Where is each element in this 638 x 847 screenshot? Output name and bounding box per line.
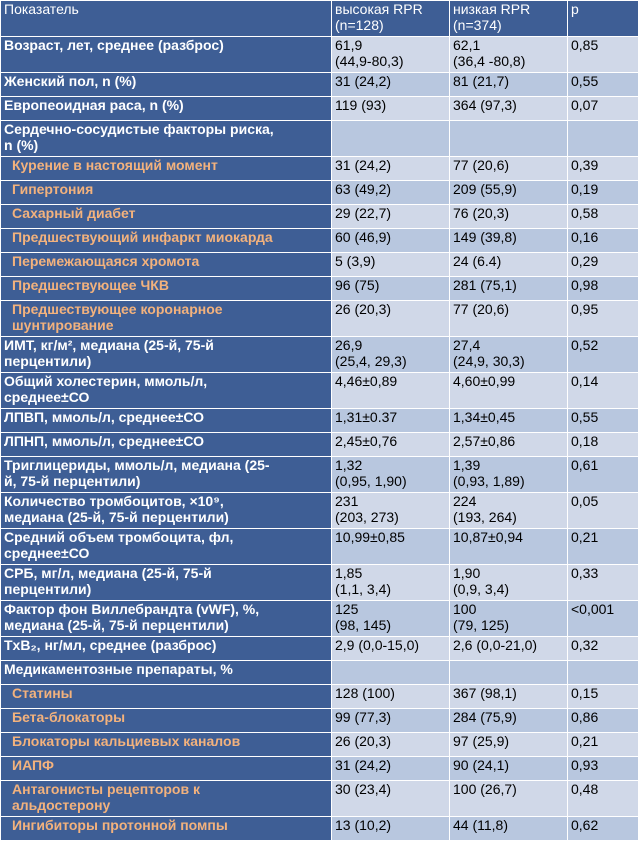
row-label: Предшествующий инфаркт миокарда xyxy=(1,229,332,253)
row-high-rpr-value: 26 (20,3) xyxy=(332,301,450,337)
row-label: Гипертония xyxy=(1,181,332,205)
row-label: Блокаторы кальциевых каналов xyxy=(1,733,332,757)
table-row xyxy=(1,733,638,757)
row-p-value xyxy=(568,661,638,685)
row-p-value: 0,15 xyxy=(568,685,638,709)
row-p-value: 0,58 xyxy=(568,205,638,229)
table-row xyxy=(1,97,638,121)
row-p-value: 0,21 xyxy=(568,529,638,565)
row-p-value: 0,29 xyxy=(568,253,638,277)
header-p-value: p xyxy=(568,1,638,37)
table-row xyxy=(1,253,638,277)
row-label: ЛПВП, ммоль/л, среднее±СО xyxy=(1,409,332,433)
row-high-rpr-value: 61,9 (44,9-80,3) xyxy=(332,37,450,73)
row-p-value: 0,55 xyxy=(568,409,638,433)
row-p-value: 0,98 xyxy=(568,277,638,301)
row-low-rpr-value: 1,39 (0,93, 1,89) xyxy=(450,457,568,493)
table-row xyxy=(1,205,638,229)
row-low-rpr-value xyxy=(450,121,568,157)
row-p-value: 0,32 xyxy=(568,637,638,661)
row-low-rpr-value: 76 (20,3) xyxy=(450,205,568,229)
table-row xyxy=(1,565,638,601)
row-label: Возраст, лет, среднее (разброс) xyxy=(1,37,332,73)
row-low-rpr-value: 2,57±0,86 xyxy=(450,433,568,457)
row-low-rpr-value: 1,34±0,45 xyxy=(450,409,568,433)
row-label: Предшествующее коронарное шунтирование xyxy=(1,301,332,337)
row-high-rpr-value: 2,45±0,76 xyxy=(332,433,450,457)
row-high-rpr-value: 4,46±0,89 xyxy=(332,373,450,409)
row-label: Женский пол, n (%) xyxy=(1,73,332,97)
table-row xyxy=(1,121,638,157)
row-low-rpr-value xyxy=(450,661,568,685)
table-row xyxy=(1,229,638,253)
row-label: Медикаментозные препараты, % xyxy=(1,661,332,685)
row-label: Количество тромбоцитов, ×10⁹, медиана (25-й, 75-й перцентили) xyxy=(1,493,332,529)
row-low-rpr-value: 209 (55,9) xyxy=(450,181,568,205)
row-low-rpr-value: 100 (26,7) xyxy=(450,781,568,817)
table-row xyxy=(1,73,638,97)
row-low-rpr-value: 364 (97,3) xyxy=(450,97,568,121)
row-p-value: <0,001 xyxy=(568,601,638,637)
row-high-rpr-value: 128 (100) xyxy=(332,685,450,709)
table-row xyxy=(1,661,638,685)
row-low-rpr-value: 2,6 (0,0-21,0) xyxy=(450,637,568,661)
row-label: Фактор фон Виллебрандта (vWF), %, медиана (25-й, 75-й перцентили) xyxy=(1,601,332,637)
row-high-rpr-value xyxy=(332,661,450,685)
row-low-rpr-value: 27,4 (24,9, 30,3) xyxy=(450,337,568,373)
row-p-value: 0,95 xyxy=(568,301,638,337)
table-row xyxy=(1,373,638,409)
row-low-rpr-value: 24 (6.4) xyxy=(450,253,568,277)
row-label: Перемежающаяся хромота xyxy=(1,253,332,277)
row-p-value: 0,52 xyxy=(568,337,638,373)
table-row xyxy=(1,277,638,301)
row-high-rpr-value: 26 (20,3) xyxy=(332,733,450,757)
row-high-rpr-value: 119 (93) xyxy=(332,97,450,121)
row-low-rpr-value: 149 (39,8) xyxy=(450,229,568,253)
row-low-rpr-value: 10,87±0,94 xyxy=(450,529,568,565)
row-p-value: 0,93 xyxy=(568,757,638,781)
row-low-rpr-value: 1,90 (0,9, 3,4) xyxy=(450,565,568,601)
row-low-rpr-value: 81 (21,7) xyxy=(450,73,568,97)
row-high-rpr-value: 26,9 (25,4, 29,3) xyxy=(332,337,450,373)
row-high-rpr-value: 99 (77,3) xyxy=(332,709,450,733)
row-high-rpr-value: 10,99±0,85 xyxy=(332,529,450,565)
row-p-value: 0,07 xyxy=(568,97,638,121)
row-high-rpr-value: 96 (75) xyxy=(332,277,450,301)
row-high-rpr-value: 1,32 (0,95, 1,90) xyxy=(332,457,450,493)
row-high-rpr-value: 13 (10,2) xyxy=(332,817,450,841)
table-row xyxy=(1,433,638,457)
row-low-rpr-value: 90 (24,1) xyxy=(450,757,568,781)
row-p-value: 0,55 xyxy=(568,73,638,97)
row-p-value: 0,16 xyxy=(568,229,638,253)
row-high-rpr-value: 231 (203, 273) xyxy=(332,493,450,529)
row-high-rpr-value: 30 (23,4) xyxy=(332,781,450,817)
row-high-rpr-value xyxy=(332,121,450,157)
row-label: Средний объем тромбоцита, фл, среднее±СО xyxy=(1,529,332,565)
table-row xyxy=(1,781,638,817)
row-p-value: 0,85 xyxy=(568,37,638,73)
row-label: ИАПФ xyxy=(1,757,332,781)
row-p-value xyxy=(568,121,638,157)
table-row xyxy=(1,493,638,529)
table-row xyxy=(1,817,638,841)
row-label: Сахарный диабет xyxy=(1,205,332,229)
row-high-rpr-value: 29 (22,7) xyxy=(332,205,450,229)
row-high-rpr-value: 1,31±0.37 xyxy=(332,409,450,433)
table-row xyxy=(1,409,638,433)
table-row xyxy=(1,637,638,661)
row-low-rpr-value: 62,1 (36,4 -80,8) xyxy=(450,37,568,73)
table-row xyxy=(1,37,638,73)
row-p-value: 0,19 xyxy=(568,181,638,205)
row-low-rpr-value: 224 (193, 264) xyxy=(450,493,568,529)
row-low-rpr-value: 77 (20,6) xyxy=(450,157,568,181)
row-low-rpr-value: 77 (20,6) xyxy=(450,301,568,337)
table-row xyxy=(1,529,638,565)
row-low-rpr-value: 44 (11,8) xyxy=(450,817,568,841)
header-low-rpr: низкая RPR (n=374) xyxy=(450,1,568,37)
table-row xyxy=(1,337,638,373)
row-high-rpr-value: 31 (24,2) xyxy=(332,157,450,181)
row-high-rpr-value: 60 (46,9) xyxy=(332,229,450,253)
table-row xyxy=(1,301,638,337)
row-label: Предшествующее ЧКВ xyxy=(1,277,332,301)
row-label: Ингибиторы протонной помпы xyxy=(1,817,332,841)
row-low-rpr-value: 100 (79, 125) xyxy=(450,601,568,637)
row-p-value: 0,14 xyxy=(568,373,638,409)
row-high-rpr-value: 1,85 (1,1, 3,4) xyxy=(332,565,450,601)
header-parameter: Показатель xyxy=(1,1,332,37)
row-label: TxB₂, нг/мл, среднее (разброс) xyxy=(1,637,332,661)
row-high-rpr-value: 5 (3,9) xyxy=(332,253,450,277)
row-label: Сердечно-сосудистые факторы риска, n (%) xyxy=(1,121,332,157)
row-p-value: 0,62 xyxy=(568,817,638,841)
row-p-value: 0,05 xyxy=(568,493,638,529)
row-p-value: 0,48 xyxy=(568,781,638,817)
row-high-rpr-value: 31 (24,2) xyxy=(332,757,450,781)
row-label: Статины xyxy=(1,685,332,709)
row-low-rpr-value: 97 (25,9) xyxy=(450,733,568,757)
table-row xyxy=(1,757,638,781)
row-low-rpr-value: 367 (98,1) xyxy=(450,685,568,709)
row-low-rpr-value: 281 (75,1) xyxy=(450,277,568,301)
row-low-rpr-value: 284 (75,9) xyxy=(450,709,568,733)
row-label: Курение в настоящий момент xyxy=(1,157,332,181)
row-high-rpr-value: 125 (98, 145) xyxy=(332,601,450,637)
row-label: ЛПНП, ммоль/л, среднее±СО xyxy=(1,433,332,457)
header-high-rpr: высокая RPR (n=128) xyxy=(332,1,450,37)
row-high-rpr-value: 63 (49,2) xyxy=(332,181,450,205)
row-p-value: 0,61 xyxy=(568,457,638,493)
row-p-value: 0,18 xyxy=(568,433,638,457)
row-label: Антагонисты рецепторов к альдостерону xyxy=(1,781,332,817)
row-high-rpr-value: 31 (24,2) xyxy=(332,73,450,97)
row-p-value: 0,21 xyxy=(568,733,638,757)
row-p-value: 0,33 xyxy=(568,565,638,601)
table-row xyxy=(1,457,638,493)
table-row xyxy=(1,685,638,709)
table-row xyxy=(1,157,638,181)
row-label: Общий холестерин, ммоль/л, среднее±СО xyxy=(1,373,332,409)
table-row xyxy=(1,709,638,733)
row-label: ИМТ, кг/м², медиана (25-й, 75-й перцентили) xyxy=(1,337,332,373)
row-label: Триглицериды, ммоль/л, медиана (25- й, 75-й перцентили) xyxy=(1,457,332,493)
row-high-rpr-value: 2,9 (0,0-15,0) xyxy=(332,637,450,661)
table-row xyxy=(1,601,638,637)
row-label: Бета-блокаторы xyxy=(1,709,332,733)
row-low-rpr-value: 4,60±0,99 xyxy=(450,373,568,409)
table-row xyxy=(1,181,638,205)
row-p-value: 0,39 xyxy=(568,157,638,181)
row-p-value: 0,86 xyxy=(568,709,638,733)
table-header-row xyxy=(1,1,638,37)
row-label: СРБ, мг/л, медиана (25-й, 75-й перцентили) xyxy=(1,565,332,601)
row-label: Европеоидная раса, n (%) xyxy=(1,97,332,121)
